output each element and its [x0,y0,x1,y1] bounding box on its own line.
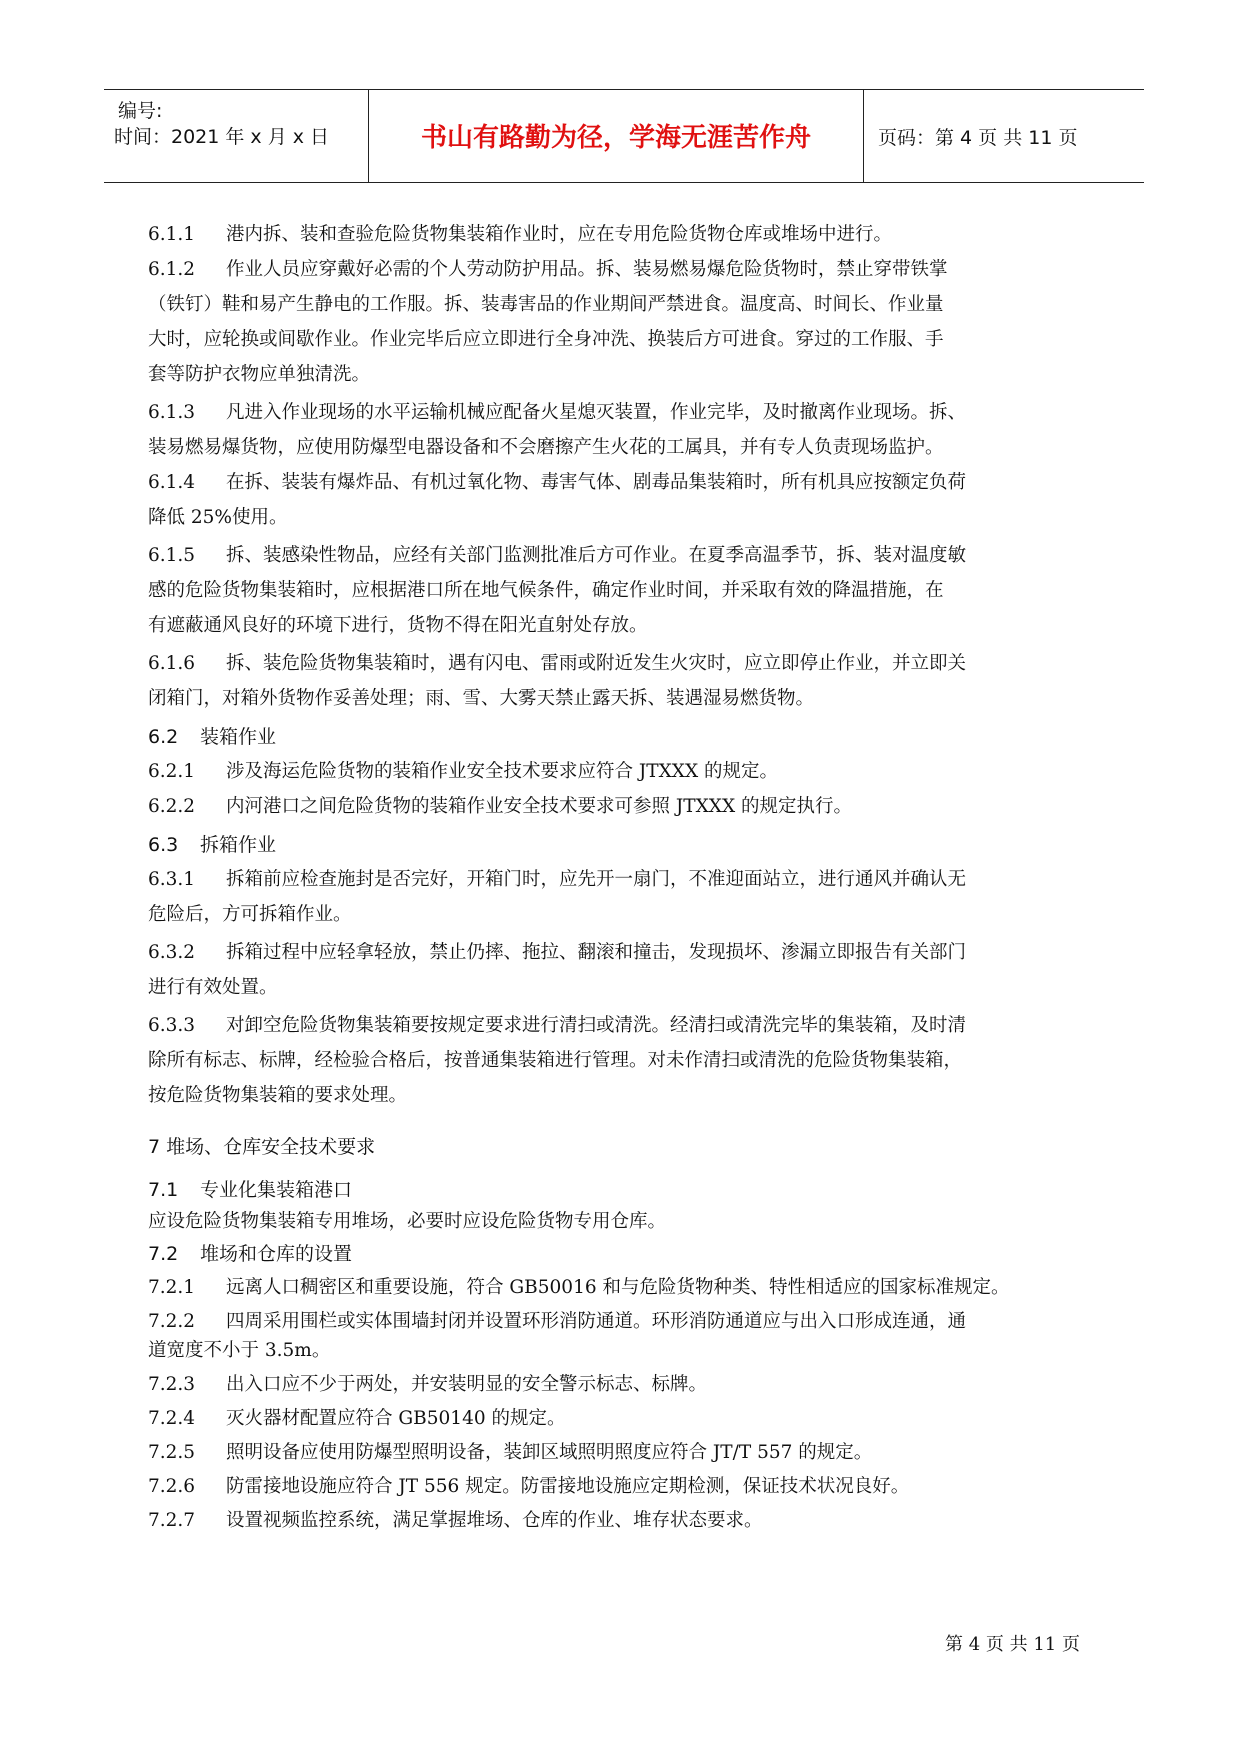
clause-text: 灭火器材配置应符合 GB50140 的规定。 [226,1408,566,1429]
text-line [148,1406,566,1432]
text-line [148,902,352,928]
page-header [104,89,1144,183]
clause-text: 四周采用围栏或实体围墙封闭并设置环形消防通道。环形消防通道应与出入口形成连通，通 [226,1311,967,1332]
clause-number: 7.2.1 [148,1277,196,1298]
clause-number: 6.1.4 [148,472,196,493]
clause-number: 7.2.6 [148,1476,196,1497]
clause-text: 危险后，方可拆箱作业。 [148,904,352,925]
text-line [148,759,778,785]
clause-text: 大时，应轮换或间歇作业。作业完毕后应立即进行全身冲洗、换装后方可进食。穿过的工作服、手 [148,329,944,350]
clause-text: 7 堆场、仓库安全技术要求 [148,1136,376,1158]
text-line [148,362,370,388]
text-line [148,940,966,966]
clause-number: 6.1.2 [148,259,196,280]
clause-number: 6.3.3 [148,1015,196,1036]
text-line [148,867,966,893]
clause-text: 拆、装感染性物品，应经有关部门监测批准后方可作业。在夏季高温季节，拆、装对温度敏 [226,545,967,566]
text-line [148,1508,763,1534]
text-line [148,222,892,248]
clause-text: 降低 25%使用。 [148,507,288,528]
clause-text: 对卸空危险货物集装箱要按规定要求进行清扫或清洗。经清扫或清洗完毕的集装箱，及时清 [226,1015,967,1036]
header-info-cell [104,90,369,182]
clause-number: 7.2.7 [148,1510,196,1531]
clause-text: 专业化集装箱港口 [200,1179,353,1201]
clause-number: 6.1.6 [148,653,196,674]
clause-text: 远离人口稠密区和重要设施，符合 GB50016 和与危险货物种类、特性相适应的国家标准规定。 [226,1277,1010,1298]
clause-text: 拆箱前应检查施封是否完好，开箱门时，应先开一扇门，不准迎面站立，进行通风并确认无 [226,869,967,890]
clause-number: 7.2.2 [148,1311,196,1332]
text-line [148,1013,966,1039]
text-line [148,1048,962,1074]
clause-text: 在拆、装装有爆炸品、有机过氧化物、毒害气体、剧毒品集装箱时，所有机具应按额定负荷 [226,472,967,493]
clause-text: 堆场和仓库的设置 [200,1243,353,1265]
clause-text: 港内拆、装和查验危险货物集装箱作业时，应在专用危险货物仓库或堆场中进行。 [226,224,893,245]
clause-text: 拆、装危险货物集装箱时，遇有闪电、雷雨或附近发生火灾时，应立即停止作业，并立即关 [226,653,967,674]
text-line [148,613,648,639]
text-line [148,257,948,283]
clause-text: 作业人员应穿戴好必需的个人劳动防护用品。拆、装易燃易爆危险货物时，禁止穿带铁掌 [226,259,948,280]
text-line [148,686,814,712]
document-number-label: 编号: [118,100,163,122]
clause-text: 进行有效处置。 [148,977,278,998]
header-page-cell [864,90,1144,182]
text-line [148,435,944,461]
clause-text: 应设危险货物集装箱专用堆场，必要时应设危险货物专用仓库。 [148,1211,667,1232]
clause-number: 7.2.3 [148,1374,196,1395]
clause-text: 按危险货物集装箱的要求处理。 [148,1085,408,1106]
page-number-label: 页码：第 4 页 共 11 页 [878,127,1078,149]
clause-text: 防雷接地设施应符合 JT 556 规定。防雷接地设施应定期检测，保证技术状况良好。 [226,1476,910,1497]
clause-text: 装箱作业 [200,726,277,748]
text-line [148,1474,909,1500]
clause-number: 6.2 [148,726,179,748]
text-line [148,1440,872,1466]
text-line [148,651,966,677]
clause-number: 6.3.1 [148,869,196,890]
clause-text: 设置视频监控系统，满足掌握堆场、仓库的作业、堆存状态要求。 [226,1510,763,1531]
motto-text: 书山有路勤为径，学海无涯苦作舟 [420,123,811,153]
clause-number: 7.2.5 [148,1442,196,1463]
text-line [148,292,944,318]
text-line [148,1209,666,1235]
text-line [148,1241,352,1267]
text-line [148,543,966,569]
clause-text: 套等防护衣物应单独清洗。 [148,364,371,385]
text-line [148,1134,375,1160]
clause-number: 7.2.4 [148,1408,196,1429]
clause-number: 6.1.5 [148,545,196,566]
clause-number: 7.2 [148,1243,179,1265]
clause-number: 6.1.1 [148,224,196,245]
text-line [148,578,944,604]
clause-text: 拆箱作业 [200,834,277,856]
clause-text: （铁钉）鞋和易产生静电的工作服。拆、装毒害品的作业期间严禁进食。温度高、时间长、作业量 [148,294,944,315]
clause-number: 6.2.1 [148,761,196,782]
clause-text: 闭箱门，对箱外货物作妥善处理；雨、雪、大雾天禁止露天拆、装遇湿易燃货物。 [148,688,815,709]
clause-text: 照明设备应使用防爆型照明设备，装卸区域照明照度应符合 JT/T 557 的规定。 [226,1442,873,1463]
clause-text: 涉及海运危险货物的装箱作业安全技术要求应符合 JTXXX 的规定。 [226,761,779,782]
clause-text: 拆箱过程中应轻拿轻放，禁止仍摔、拖拉、翻滚和撞击，发现损坏、渗漏立即报告有关部门 [226,942,967,963]
text-line [148,1372,707,1398]
document-time-label: 时间：2021 年 x 月 x 日 [114,126,330,148]
clause-text: 有遮蔽通风良好的环境下进行，货物不得在阳光直射处存放。 [148,615,648,636]
clause-number: 6.2.2 [148,796,196,817]
clause-text: 除所有标志、标牌，经检验合格后，按普通集装箱进行管理。对未作清扫或清洗的危险货物集装箱， [148,1050,963,1071]
clause-text: 装易燃易爆货物，应使用防爆型电器设备和不会磨擦产生火花的工属具，并有专人负责现场监护。 [148,437,944,458]
header-motto-cell [369,90,864,182]
text-line [148,1309,966,1335]
text-line [148,1275,1010,1301]
text-line [148,794,852,820]
text-line [148,1177,352,1203]
text-line [148,505,288,531]
clause-number: 6.3.2 [148,942,196,963]
page-footer: 第 4 页 共 11 页 [945,1634,1080,1655]
clause-number: 6.1.3 [148,402,196,423]
text-line [148,832,276,858]
text-line [148,1338,330,1364]
text-line [148,470,966,496]
clause-text: 出入口应不少于两处，并安装明显的安全警示标志、标牌。 [226,1374,708,1395]
text-line [148,724,276,750]
clause-text: 道宽度不小于 3.5m。 [148,1340,331,1361]
clause-text: 感的危险货物集装箱时，应根据港口所在地气候条件，确定作业时间，并采取有效的降温措施，在 [148,580,944,601]
clause-text: 内河港口之间危险货物的装箱作业安全技术要求可参照 JTXXX 的规定执行。 [226,796,853,817]
clause-text: 凡进入作业现场的水平运输机械应配备火星熄灭装置，作业完毕，及时撤离作业现场。拆、 [226,402,967,423]
text-line [148,1083,407,1109]
text-line [148,400,966,426]
clause-number: 7.1 [148,1179,179,1201]
clause-number: 6.3 [148,834,179,856]
text-line [148,327,944,353]
text-line [148,975,278,1001]
